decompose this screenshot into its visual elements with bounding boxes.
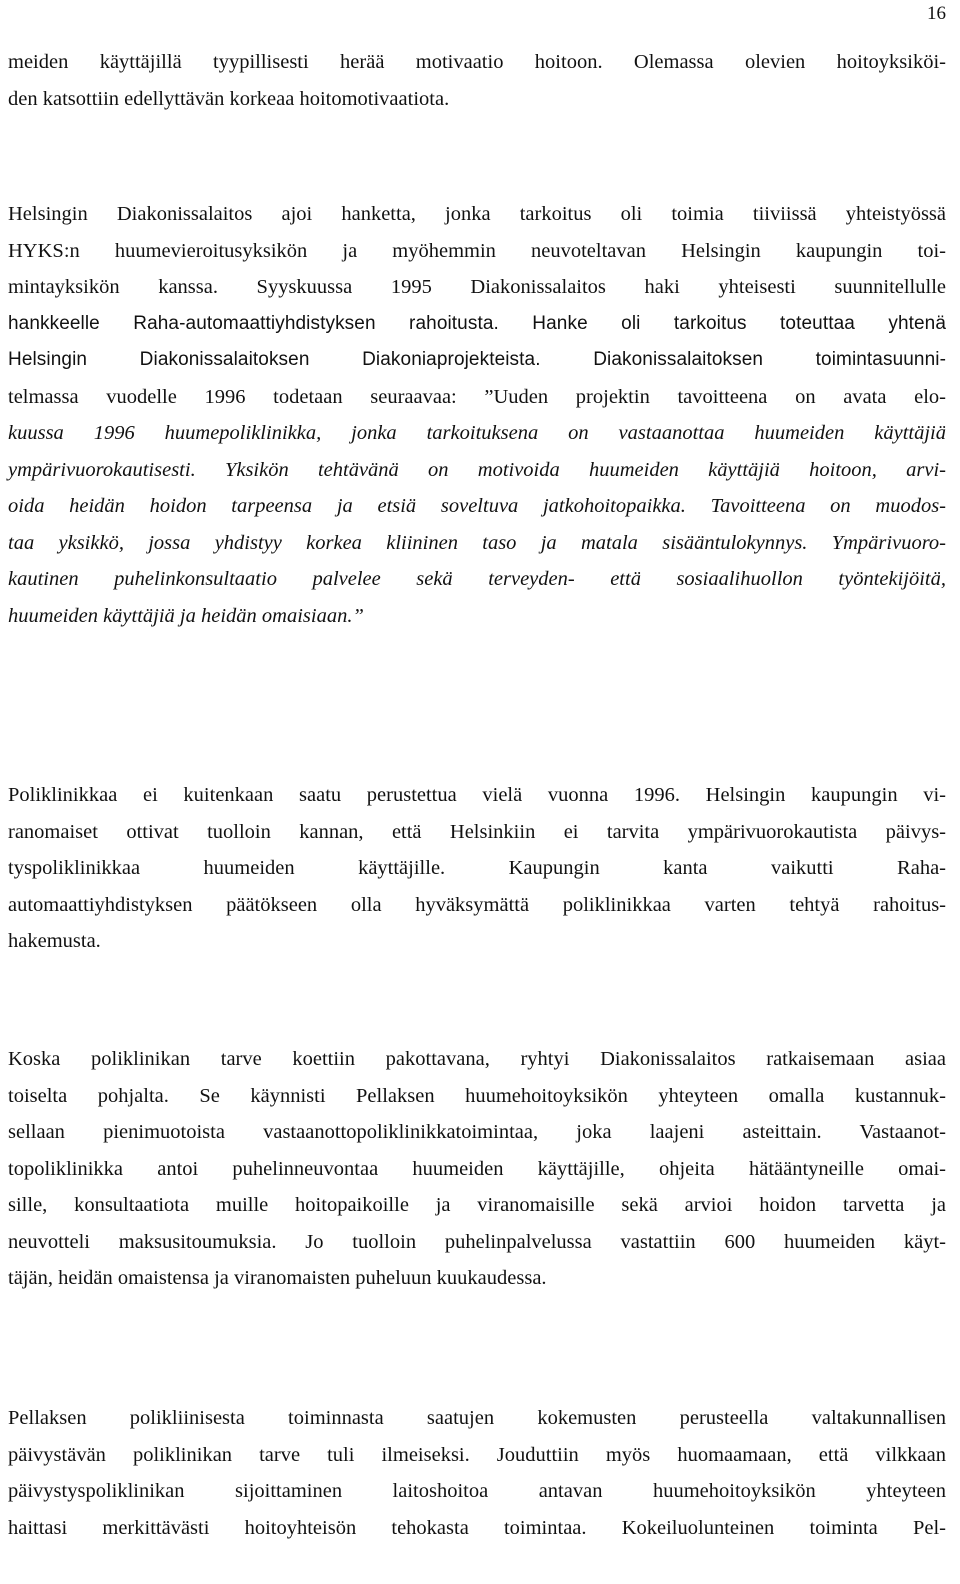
text-line: Helsingin Diakonissalaitoksen Diakoniaprojekteista. Diakonissalaitoksen toimintasuunni-: [8, 349, 946, 370]
text-line: [8, 598, 946, 635]
quoted-text: kuussa 1996 huumepoliklinikka, jonka tarkoituksena on vastaanottaa huumeiden käyttäjiä: [8, 422, 946, 444]
text-segment: mintayksikön kanssa. Syyskuussa 1995 Diakonissalaitos haki yhteisesti suunnitellulle: [8, 276, 946, 298]
text-line: neuvotteli maksusitoumuksia. Jo tuolloin puhelinpalvelussa vastattiin 600 huumeiden käyt-: [8, 1230, 946, 1253]
quoted-text: oida heidän hoidon tarpeensa ja etsiä soveltuva jatkohoitopaikka. Tavoitteena on muodos-: [8, 495, 946, 517]
text-line: automaattiyhdistyksen päätökseen olla hyväksymättä poliklinikkaa varten tehtyä rahoitus-: [8, 893, 946, 916]
text-line: Helsingin Diakonissalaitos ajoi hanketta, jonka tarkoitus oli toimia tiiviissä yhteistyössä: [8, 203, 946, 225]
text-line: ranomaiset ottivat tuolloin kannan, että Helsinkiin ei tarvita ympärivuorokautista päivys-: [8, 820, 946, 843]
text-line: Koska poliklinikan tarve koettiin pakottavana, ryhtyi Diakonissalaitos ratkaisemaan asiaa: [8, 1048, 946, 1070]
text-line: den katsottiin edellyttävän korkeaa hoitomotivaatiota.: [8, 87, 450, 110]
text-line: topoliklinikka antoi puhelinneuvontaa huumeiden käyttäjille, ohjeita hätääntyneille omai-: [8, 1157, 946, 1180]
text-line: [8, 269, 946, 306]
paragraph-4: [8, 1041, 946, 1297]
text-line: haittasi merkittävästi hoitoyhteisön tehokasta toimintaa. Kokeiluolunteinen toiminta Pel-: [8, 1516, 946, 1539]
text-line: Pellaksen polikliinisesta toiminnasta saatujen kokemusten perusteella valtakunnallisen: [8, 1407, 946, 1429]
paragraph-3: [8, 777, 946, 960]
paragraph-1: [8, 44, 946, 117]
text-line: sellaan pienimuotoista vastaanottopoliklinikkatoimintaa, joka laajeni asteittain. Vastaanot-: [8, 1121, 946, 1143]
text-line: meiden käyttäjillä tyypillisesti herää motivaatio hoitoon. Olemassa olevien hoitoyksiköi-: [8, 51, 946, 73]
quoted-text: huumeiden käyttäjiä ja heidän omaisiaan.”: [8, 604, 364, 627]
text-line: hakemusta.: [8, 930, 101, 952]
text-line: toiselta pohjalta. Se käynnisti Pellaksen huumehoitoyksikön yhteyteen omalla kustannuk-: [8, 1084, 946, 1107]
quoted-text: taa yksikkö, jossa yhdistyy korkea kliininen taso ja matala sisääntulokynnys. Ympärivuoro-: [8, 531, 946, 554]
text-line: Poliklinikkaa ei kuitenkaan saatu perustettua vielä vuonna 1996. Helsingin kaupungin vi-: [8, 784, 946, 806]
text-line: [8, 525, 946, 562]
text-line: päivystyspoliklinikan sijoittaminen laitoshoitoa antavan huumehoitoyksikön yhteyteen: [8, 1480, 946, 1502]
paragraph-5: [8, 1400, 946, 1546]
text-line: sille, konsultaatiota muille hoitopaikoille ja viranomaisille sekä arvioi hoidon tarvetta ja: [8, 1194, 946, 1216]
text-line: [8, 561, 946, 598]
text-line: tyspoliklinikkaa huumeiden käyttäjille. Kaupungin kanta vaikutti Raha-: [8, 857, 946, 879]
text-line: hankkeelle Raha-automaattiyhdistyksen rahoitusta. Hanke oli tarkoitus toteuttaa yhtenä: [8, 312, 946, 334]
text-line: [8, 415, 946, 452]
text-line: [8, 452, 946, 489]
text-line: telmassa vuodelle 1996 todetaan seuraavaa: ”Uuden projektin tavoitteena on avata elo-: [8, 385, 946, 408]
paragraph-2: [8, 196, 946, 634]
page-number: 16: [927, 3, 946, 24]
quoted-text: ympärivuorokautisesti. Yksikön tehtävänä on motivoida huumeiden käyttäjiä hoitoon, arvi-: [8, 458, 946, 481]
text-line: [8, 488, 946, 525]
text-line: HYKS:n huumevieroitusyksikön ja myöhemmin neuvoteltavan Helsingin kaupungin toi-: [8, 239, 946, 262]
text-line: täjän, heidän omaistensa ja viranomaisten puheluun kuukaudessa.: [8, 1267, 547, 1289]
quoted-text: kautinen puhelinkonsultaatio palvelee sekä terveyden- että sosiaalihuollon työntekijöitä,: [8, 568, 946, 590]
text-line: päivystävän poliklinikan tarve tuli ilmeiseksi. Jouduttiin myös huomaamaan, että vilkkaan: [8, 1443, 946, 1466]
